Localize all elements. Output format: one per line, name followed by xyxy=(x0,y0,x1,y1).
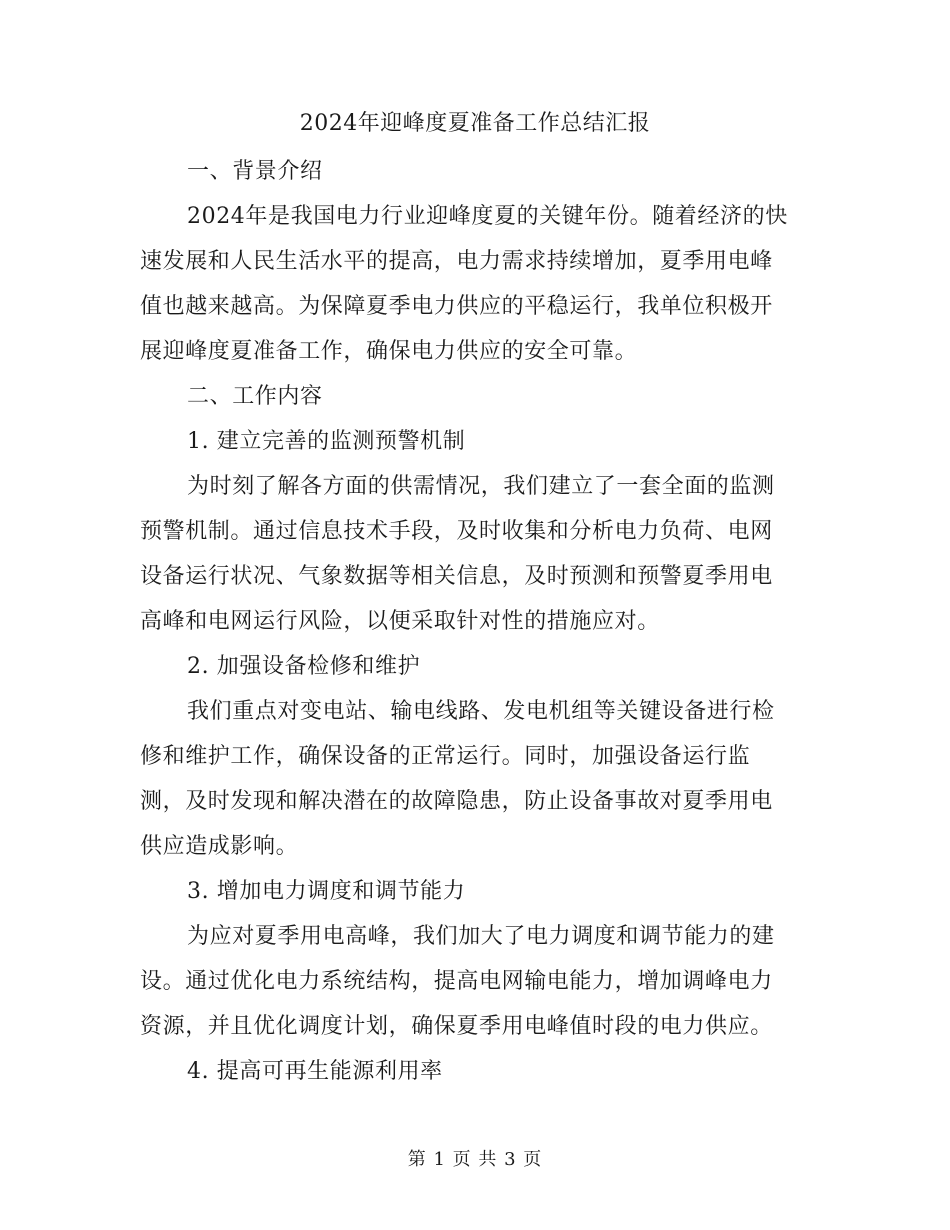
document-title: 2024年迎峰度夏准备工作总结汇报 xyxy=(299,111,651,136)
paragraph-line: 预警机制。通过信息技术手段，及时收集和分析电力负荷、电网 xyxy=(140,519,773,544)
paragraph-line: 设。通过优化电力系统结构，提高电网输电能力，增加调峰电力 xyxy=(140,969,773,994)
paragraph-line: 设备运行状况、气象数据等相关信息，及时预测和预警夏季用电 xyxy=(140,564,773,589)
subheading-dispatch: 3. 增加电力调度和调节能力 xyxy=(187,879,466,904)
subheading-renewables: 4. 提高可再生能源利用率 xyxy=(187,1059,443,1084)
paragraph-line: 为时刻了解各方面的供需情况，我们建立了一套全面的监测 xyxy=(187,474,775,499)
paragraph-line: 高峰和电网运行风险，以便采取针对性的措施应对。 xyxy=(140,609,660,634)
section-heading-work-content: 二、工作内容 xyxy=(187,384,323,409)
paragraph-line: 2024年是我国电力行业迎峰度夏的关键年份。随着经济的快 xyxy=(187,204,788,229)
paragraph-line: 为应对夏季用电高峰，我们加大了电力调度和调节能力的建 xyxy=(187,924,775,949)
paragraph-line: 展迎峰度夏准备工作，确保电力供应的安全可靠。 xyxy=(140,339,638,364)
paragraph-line: 测，及时发现和解决潜在的故障隐患，防止设备事故对夏季用电 xyxy=(140,789,773,814)
paragraph-line: 速发展和人民生活水平的提高，电力需求持续增加，夏季用电峰 xyxy=(140,249,773,274)
paragraph-line: 资源，并且优化调度计划，确保夏季用电峰值时段的电力供应。 xyxy=(140,1014,773,1039)
subheading-maintenance: 2. 加强设备检修和维护 xyxy=(187,654,421,679)
paragraph-line: 值也越来越高。为保障夏季电力供应的平稳运行，我单位积极开 xyxy=(140,294,773,319)
paragraph-line: 我们重点对变电站、输电线路、发电机组等关键设备进行检 xyxy=(187,699,775,724)
section-heading-background: 一、背景介绍 xyxy=(187,159,323,184)
subheading-monitoring: 1. 建立完善的监测预警机制 xyxy=(187,429,466,454)
paragraph-line: 供应造成影响。 xyxy=(140,834,299,859)
page-footer: 第 1 页 共 3 页 xyxy=(407,1149,543,1170)
paragraph-line: 修和维护工作，确保设备的正常运行。同时，加强设备运行监 xyxy=(140,744,751,769)
